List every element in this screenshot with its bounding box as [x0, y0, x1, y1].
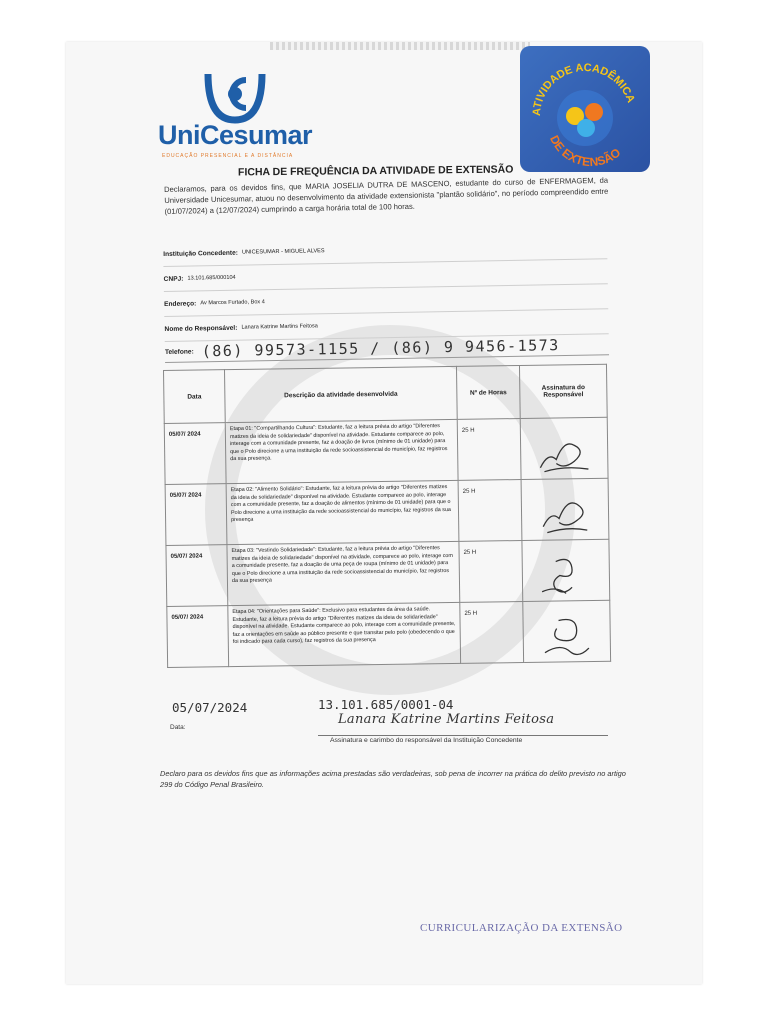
row-date: 05/07/ 2024 [164, 423, 226, 485]
address-value: Av Marcos Furtado, Box 4 [200, 299, 265, 307]
badge-line2: DE EXTENSÃO [547, 133, 624, 170]
phone-value: (86) 99573-1155 / (86) 9 9456-1573 [201, 336, 560, 361]
signature-caption: Assinatura e carimbo do responsável da Instituição Concedente [330, 737, 523, 744]
row-hours: 25 H [459, 541, 523, 603]
row-date: 05/07/ 2024 [167, 606, 229, 668]
header-description: Descrição da atividade desenvolvida [225, 366, 458, 422]
institution-label: Instituição Concedente: [163, 249, 239, 258]
phone-label: Telefone: [164, 347, 194, 356]
extension-badge-icon [520, 46, 650, 172]
responsible-label: Nome do Responsável: [164, 324, 238, 333]
cnpj-value: 13.101.685/000104 [187, 274, 236, 282]
table-row [165, 478, 609, 545]
signature-icon [536, 551, 597, 598]
row-signature [523, 600, 611, 662]
row-date: 05/07/ 2024 [166, 545, 228, 607]
unicesumar-logo-icon [200, 68, 270, 128]
signature-icon [534, 429, 595, 476]
header-signature: Assinatura do Responsável [519, 364, 607, 418]
table-row [164, 417, 608, 484]
row-hours: 25 H [458, 480, 522, 542]
curricularizacao-footer: CURRICULARIZAÇÃO DA EXTENSÃO [420, 922, 623, 934]
row-description: Etapa 01: "Compartilhando Cultura": Estudante, faz a leitura prévia do artigo "Diferentes matizes da ideia de solidariedade" disponível na atividade. Estudante comparece ao polo, interage com a comunidade presente, faz a doação de livros (mínimo de 01 unidade) para que o Polo direcione a uma instituição da rede socioassistencial do município, faz registros da sua presença. [225, 419, 458, 483]
institution-info [163, 234, 609, 363]
table-row [166, 539, 610, 606]
address-label: Endereço: [164, 299, 197, 308]
badge-line1: ATIVIDADE ACADÊMICA [530, 61, 637, 117]
table-row [167, 600, 611, 667]
row-description: Etapa 04: "Orientações para Saúde": Exclusivo para estudantes da área da saúde. Estudante, faz a leitura prévia do artigo "Diferentes matizes da ideia de solidariedade" disponível na atividade. Estudante comparece ao polo, interage com a comunidade presente, faz a orientações em saúde ao público presente e que transitar pelo polo (obedecendo o que foi indicado para cada curso), faz registros da sua presença [228, 602, 461, 666]
signature-icon [535, 490, 596, 537]
extension-badge [520, 46, 650, 172]
signature-icon [536, 612, 597, 659]
row-description: Etapa 02: "Alimento Solidário": Estudante, faz a leitura prévia do artigo "Diferentes matizes da ideia de solidariedade" disponível na atividade. Estudante comparece ao polo, interage com a comunidade presente, faz a doação de alimentos (mínimo de 01 unidade) para que o Polo direcione a uma instituição da rede socioassistencial do município, faz registros da sua presença [226, 480, 459, 544]
handwritten-cnpj: 13.101.685/0001-04 [318, 697, 454, 712]
date-label: Data: [170, 724, 186, 731]
row-signature [520, 417, 608, 479]
header-date: Data [164, 370, 226, 424]
form-title: FICHA DE FREQUÊNCIA DA ATIVIDADE DE EXTENSÃO [237, 163, 514, 179]
table-header-row [164, 364, 608, 423]
header-hours: Nº de Horas [456, 366, 520, 420]
institution-value: UNICESUMAR - MIGUEL ALVES [241, 248, 325, 256]
logo-text: UniCesumar [158, 120, 313, 150]
responsible-value: Lanara Katrine Martins Feitosa [241, 323, 318, 331]
row-signature [521, 478, 609, 540]
row-signature [522, 539, 610, 601]
activity-table [163, 364, 611, 668]
row-hours: 25 H [457, 419, 521, 481]
cnpj-label: CNPJ: [163, 275, 184, 283]
row-description: Etapa 03: "Vestindo Solidariedade": Estudante, faz a leitura prévia do artigo "Diferentes matizes da ideia de solidariedade" disponível na atividade, comparece ao polo, interage com a comunidade presente, faz a doação de uma peça de roupa (mínimo de 01 unidade) para que o Polo direcione a uma instituição da rede socioassistencial do município, faz registros da sua presença [227, 541, 460, 605]
logo-subtitle: EDUCAÇÃO PRESENCIAL E A DISTÂNCIA [162, 153, 294, 159]
handwritten-date: 05/07/2024 [172, 700, 248, 715]
responsible-signature: Lanara Katrine Martins Feitosa [338, 712, 555, 727]
signature-line [318, 735, 608, 736]
disclaimer-text: Declaro para os devidos fins que as informações acima prestadas são verdadeiras, sob pena de incorrer na prática do delito previsto no artigo 299 do Código Penal Brasileiro. [160, 769, 626, 789]
declaration-text: Declaramos, para os devidos fins, que MARIA JOSELIA DUTRA DE MASCENO, estudante do curso de ENFERMAGEM, da Universidade Unicesumar, atuou no desenvolvimento da atividade extensionista "plantão solidário", no período compreendido entre (01/07/2024) a (12/07/2024) cumprindo a carga horária total de 100 horas. [164, 175, 609, 216]
row-hours: 25 H [460, 601, 524, 663]
row-date: 05/07/ 2024 [165, 484, 227, 546]
scan-edge [270, 42, 530, 50]
